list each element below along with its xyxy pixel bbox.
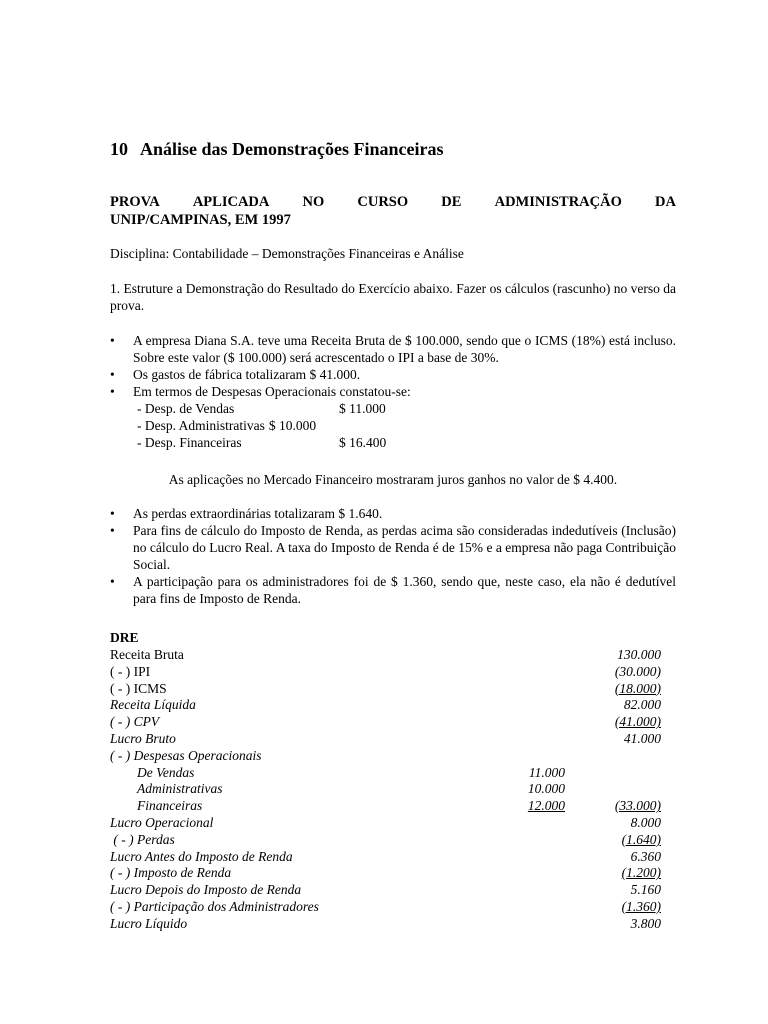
chapter-title <box>110 138 443 160</box>
dre-table <box>110 629 676 932</box>
dre-row-total: (41.000) <box>614 714 661 730</box>
exam-heading-line2: UNIP/CAMPINAS, EM 1997 <box>110 212 291 228</box>
exam-heading <box>110 193 676 229</box>
facts-section <box>110 332 676 451</box>
expense-name: - Desp. Administrativas <box>137 418 265 433</box>
expense-row <box>110 417 676 434</box>
dre-row-label: Receita Líquida <box>110 697 196 713</box>
heading-word: PROVA <box>110 194 160 210</box>
dre-row-total: (1.200) <box>621 865 661 881</box>
dre-row-label: ( - ) ICMS <box>110 680 167 696</box>
dre-row-total: 6.360 <box>630 848 661 864</box>
dre-row-label: ( - ) IPI <box>110 663 151 679</box>
dre-row-label: Lucro Operacional <box>110 814 214 830</box>
dre-row-total: 82.000 <box>623 697 661 713</box>
heading-word: APLICADA <box>192 194 270 210</box>
expense-row <box>110 434 676 451</box>
expense-value: $ 10.000 <box>268 418 317 433</box>
dre-row-total: (1.360) <box>621 898 661 914</box>
dre-row-total: 41.000 <box>623 730 661 746</box>
dre-row-label: Lucro Antes do Imposto de Renda <box>110 848 293 864</box>
dre-row-label: Lucro Líquido <box>110 915 188 931</box>
dre-row-total: 8.000 <box>630 814 661 830</box>
instruction-paragraph: 1. Estruture a Demonstração do Resultado do Exercício abaixo. Fazer os cálculos (rascunho) no verso da prova. <box>110 281 676 313</box>
dre-row-label: Receita Bruta <box>110 647 184 662</box>
bullet-item: • Para fins de cálculo do Imposto de Renda, as perdas acima são consideradas indedutíveis (Inclusão) no cálculo do Lucro Real. A taxa do Imposto de Renda é de 15% e a empresa não paga Contribuição Social. <box>110 522 676 573</box>
bullet-item: • A participação para os administradores foi de $ 1.360, sendo que, neste caso, ela não é dedutível para fins de Imposto de Renda. <box>110 573 676 607</box>
dre-row <box>110 898 676 915</box>
chapter-number: 10 <box>110 139 128 159</box>
bullet-list-2 <box>110 505 676 607</box>
dre-row-subvalue: 12.000 <box>527 798 565 814</box>
dre-row-total: (30.000) <box>614 663 661 679</box>
heading-word: ADMINISTRAÇÃO <box>494 194 622 210</box>
expense-value: $ 16.400 <box>339 435 387 450</box>
dre-row <box>110 747 676 764</box>
dre-title: DRE <box>110 630 139 645</box>
dre-row <box>110 696 676 713</box>
dre-row-total: (33.000) <box>614 798 661 814</box>
heading-word: CURSO <box>357 194 409 210</box>
dre-row-total: (18.000) <box>614 680 661 696</box>
dre-row-label: ( - ) Despesas Operacionais <box>110 747 262 763</box>
dre-row-total: 130.000 <box>617 647 661 662</box>
expense-value: $ 11.000 <box>339 401 386 416</box>
bullet-item: • A empresa Diana S.A. teve uma Receita Bruta de $ 100.000, sendo que o ICMS (18%) está incluso. Sobre este valor ($ 100.000) será acrescentado o IPI a base de 30%. <box>110 332 676 366</box>
dre-row-label: Administrativas <box>137 781 223 797</box>
dre-row-label: De Vendas <box>137 764 195 780</box>
bullet-item: • As perdas extraordinárias totalizaram $ 1.640. <box>110 505 676 522</box>
dre-row <box>110 814 676 831</box>
dre-row <box>110 730 676 747</box>
dre-row-total: (1.640) <box>621 831 661 847</box>
dre-row-subvalue: 10.000 <box>527 781 565 797</box>
expense-name: - Desp. Financeiras <box>137 435 242 450</box>
dre-row <box>110 764 676 781</box>
discipline-line: Disciplina: Contabilidade – Demonstrações Financeiras e Análise <box>110 246 464 261</box>
dre-row-total: 3.800 <box>630 915 661 931</box>
dre-row <box>110 646 676 663</box>
dre-row <box>110 780 676 797</box>
exam-heading-line1 <box>110 193 676 211</box>
heading-word: DA <box>655 194 676 210</box>
heading-word: NO <box>302 194 325 210</box>
dre-row <box>110 797 676 814</box>
dre-row <box>110 848 676 865</box>
expense-name: - Desp. de Vendas <box>137 401 235 416</box>
dre-row-label: ( - ) CPV <box>110 714 160 730</box>
dre-row <box>110 713 676 730</box>
dre-row-label: ( - ) Participação dos Administradores <box>110 898 319 914</box>
dre-row <box>110 864 676 881</box>
dre-row <box>110 915 676 932</box>
bullet-item: • Em termos de Despesas Operacionais constatou-se: <box>110 383 676 400</box>
dre-row-total: 5.160 <box>630 882 661 898</box>
facts-section-2 <box>110 505 676 607</box>
dre-row-label: Lucro Depois do Imposto de Renda <box>110 882 302 898</box>
bullet-item: • Os gastos de fábrica totalizaram $ 41.000. <box>110 366 676 383</box>
dre-row-label: ( - ) Perdas <box>110 831 175 847</box>
dre-row-label: Financeiras <box>137 798 203 814</box>
applications-note: As aplicações no Mercado Financeiro mostraram juros ganhos no valor de $ 4.400. <box>168 472 618 487</box>
chapter-title-text: Análise das Demonstrações Financeiras <box>140 139 444 159</box>
dre-row <box>110 680 676 697</box>
heading-word: DE <box>441 194 462 210</box>
dre-row <box>110 663 676 680</box>
dre-row <box>110 831 676 848</box>
dre-row-label: Lucro Bruto <box>110 730 176 746</box>
dre-row <box>110 881 676 898</box>
dre-row-subvalue: 11.000 <box>528 764 565 780</box>
expense-row <box>110 400 676 417</box>
bullet-list-1 <box>110 332 676 400</box>
dre-row-label: ( - ) Imposto de Renda <box>110 865 232 881</box>
